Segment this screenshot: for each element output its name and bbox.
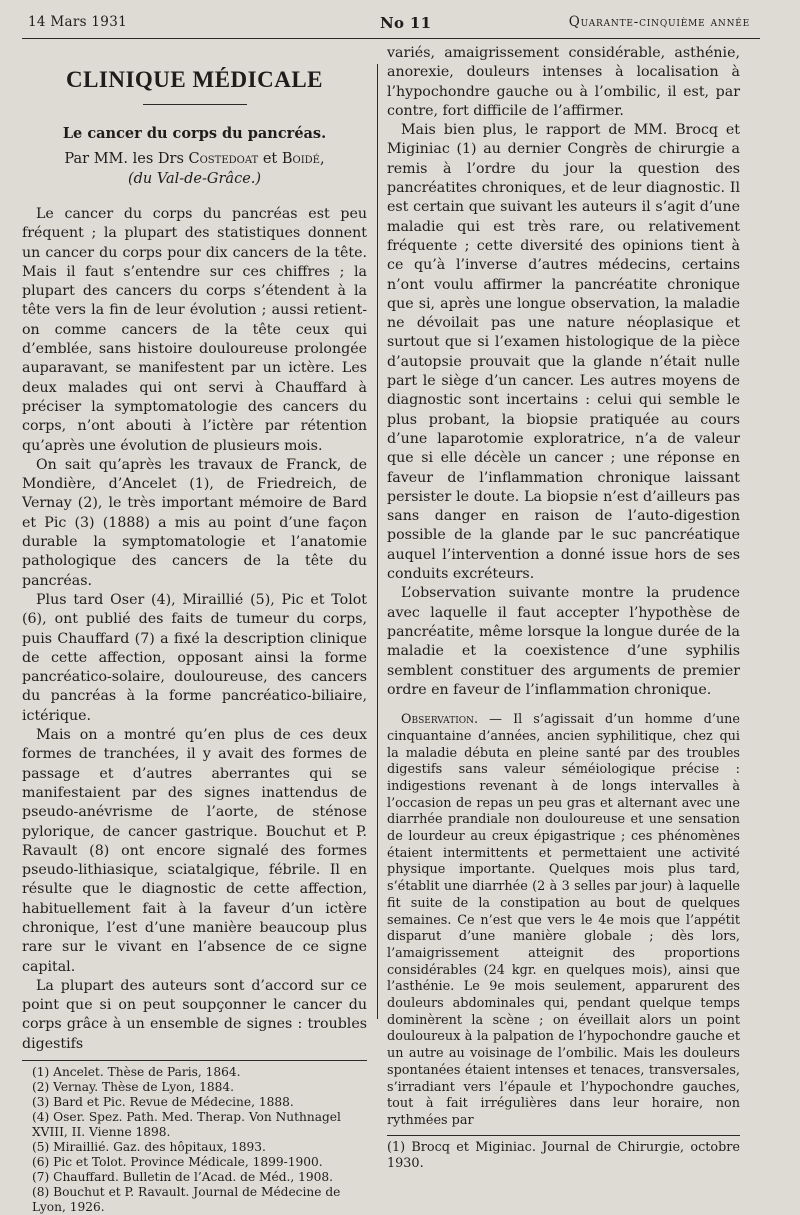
page-header — [28, 14, 750, 36]
footnote-5: (5) Miraillié. Gaz. des hôpitaux, 1893. — [32, 1140, 266, 1155]
header-rule — [22, 38, 760, 39]
paragraph-6: variés, amaigrissement considérable, asthénie, anorexie, douleurs intenses à localisation à l’hypochondre gauche ou à l’ombilic, il est, par contre, fort difficile de l’affirmer. — [387, 45, 740, 119]
observation-paragraph — [387, 712, 740, 1130]
footnotes-left — [22, 1065, 367, 1215]
paragraph-2: On sait qu’après les travaux de Franck, de Mondière, d’Ancelet (1), de Friedreich, de Vernay (2), le très important mémoire de Bard et Pic (3) (1888) a mis au point d’une façon durable la symptomatologie et l’anatomie pathologique des cancers de la tête du pancréas. — [22, 456, 367, 589]
column-divider — [377, 64, 378, 1019]
paragraph-5: La plupart des auteurs sont d’accord sur ce point que si on peut soupçonner le cancer du corps grâce à un ensemble de signes : troubles digestifs — [22, 977, 367, 1052]
footnote-7: (7) Chauffard. Bulletin de l’Acad. de Méd., 1908. — [32, 1170, 334, 1185]
header-date: 14 Mars 1931 — [28, 14, 127, 30]
footnote-3: (3) Bard et Pic. Revue de Médecine, 1888. — [32, 1095, 294, 1110]
paragraph-3: Plus tard Oser (4), Miraillié (5), Pic et Tolot (6), ont publié des faits de tumeur du corps, puis Chauffard (7) a fixé la description clinique de cette affection, opposant ainsi la forme pancréatico-solaire, douloureuse, des cancers du pancréas à la forme pancréatico-biliaire, ictérique. — [22, 591, 367, 724]
section-title: CLINIQUE MÉDICALE — [65, 67, 324, 92]
paragraph-8: L’observation suivante montre la prudence avec laquelle il faut accepter l’hypothèse de pancréatite, même lorsque la longue durée de la maladie et la coexistence d’une syphilis semblent constituer des arguments de premier ordre en faveur de l’inflammation chronique. — [387, 585, 740, 698]
header-year: Quarante-cinquième année — [568, 14, 750, 30]
footnote-rule-right — [387, 1135, 740, 1136]
paragraph-1: Le cancer du corps du pancréas est peu fréquent ; la plupart des statistiques donnent un cancer du corps pour dix cancers de la tête. Mais il faut s’entendre sur ces chiffres ; la plupart des cancers du corps s’étendent à la tête vers la fin de leur évolution ; aussi retient-on comme cancers de la tête ceux qui d’emblée, sans histoire douloureuse prolongée auparavant, se manifestent par un ictère. Les deux malades qui ont servi à Chauffard à préciser la symptomatologie des cancers du corps, n’ont abouti à l’ictère par rétention qu’après une évolution de plusieurs mois. — [22, 206, 367, 454]
article-title: Le cancer du corps du pancréas. — [62, 125, 327, 142]
author-affiliation: (du Val-de-Grâce.) — [127, 171, 262, 187]
author-boide: Boidé, — [281, 151, 325, 167]
footnote-rule-left — [22, 1060, 367, 1061]
left-column — [22, 44, 367, 1215]
footnote-4: (4) Oser. Spez. Path. Med. Therap. Von Nuthnagel XVIII, II. Vienne 1898. — [32, 1110, 341, 1140]
footnote-6: (6) Pic et Tolot. Province Médicale, 1899-1900. — [32, 1155, 323, 1170]
right-column — [387, 44, 740, 1172]
footnote-2: (2) Vernay. Thèse de Lyon, 1884. — [32, 1080, 234, 1095]
footnote-1: (1) Ancelet. Thèse de Paris, 1864. — [32, 1065, 241, 1080]
issue-number: No 11 — [380, 14, 432, 32]
article-authors — [22, 149, 367, 169]
footnote-right: (1) Brocq et Miginiac. Journal de Chirurgie, octobre 1930. — [387, 1139, 740, 1171]
observation-block — [387, 712, 740, 1130]
paragraph-4: Mais on a montré qu’en plus de ces deux formes de tranchées, il y avait des formes de passage et d’autres aberrantes qui se manifestaient par des signes inattendus de pseudo-anévrisme de l’aorte, de sténose pylorique, de cancer gastrique. Bouchut et P. Ravault (8) ont encore signalé des formes pseudo-lithiasique, sciatalgique, fébrile. Il en résulte que le diagnostic de cette affection, habituellement fait à la faveur d’un ictère chronique, l’est d’une manière beaucoup plus rare sur le vivant en l’absence de ce signe capital. — [22, 727, 367, 975]
title-rule — [143, 104, 247, 105]
authors-prefix: Par MM. les Drs — [64, 151, 184, 167]
authors-and: et — [262, 151, 278, 167]
paragraph-7: Mais bien plus, le rapport de MM. Brocq et Miginiac (1) au dernier Congrès de chirurgie a remis à l’ordre du jour la question des pancréatites chroniques, et de leur diagnostic. Il est certain que suivant les auteurs il s’agit d’une maladie qui est très rare, ou relativement fréquente ; cette diversité des opinions tient à ce qu’à l’inverse d’autres médecins, certains n’ont voulu affirmer la pancréatite chronique que si, après une longue observation, la maladie ne dévoilait pas une nature néoplasique et surtout que si l’examen histologique de la pièce d’autopsie prouvait que la glande n’était nulle part le siège d’un cancer. Les autres moyens de diagnostic sont incertains : celui qui semble le plus probant, la biopsie pratiquée au cours d’une laparotomie exploratrice, n’a de valeur que si elle décèle un cancer ; une réponse en faveur de l’inflammation chronique laissant persister le doute. La biopsie n’est d’ailleurs pas sans danger en raison de l’auto-digestion possible de la glande par le suc pancréatique auquel l’intervention a donné issue hors de ses conduits excréteurs. — [387, 122, 740, 583]
observation-text: — Il s’agissait d’un homme d’une cinquantaine d’années, ancien syphilitique, chez qui la maladie débuta en pleine santé par des troubles digestifs sans valeur séméiologique précise : indigestions revenant à de longs intervalles à l’occasion de repas un peu gras et alternant avec une diarrhée prandiale non douloureuse et une sensation de lourdeur au creux épigastrique ; ces phénomènes étaient intermittents et permettaient une activité physique importante. Quelques mois plus tard, s’établit une diarrhée (2 à 3 selles par jour) à laquelle fit suite de la constipation au bout de quelques semaines. Ce n’est que vers le 4e mois que l’appétit disparut d’une manière globale ; dès lors, l’amaigrissement atteignit des proportions considérables (24 kgr. en quelques mois), ainsi que l’asthénie. Le 9e mois seulement, apparurent des douleurs abdominales qui, pendant quelque temps dominèrent la scène ; on éveillait alors un point douloureux à la palpation de l’hypochondre gauche et un autre au voisinage de l’ombilic. Mais les douleurs spontanées étaient intenses et tenaces, transversales, s’irradiant vers l’épaule et l’hypochondre gauches, tout à fait irrégulières dans leur horaire, non rythmées par — [387, 712, 740, 1128]
observation-label: Observation. — [401, 712, 479, 728]
author-costedoat: Costedoat — [188, 151, 259, 167]
footnote-8: (8) Bouchut et P. Ravault. Journal de Médecine de Lyon, 1926. — [32, 1185, 341, 1215]
